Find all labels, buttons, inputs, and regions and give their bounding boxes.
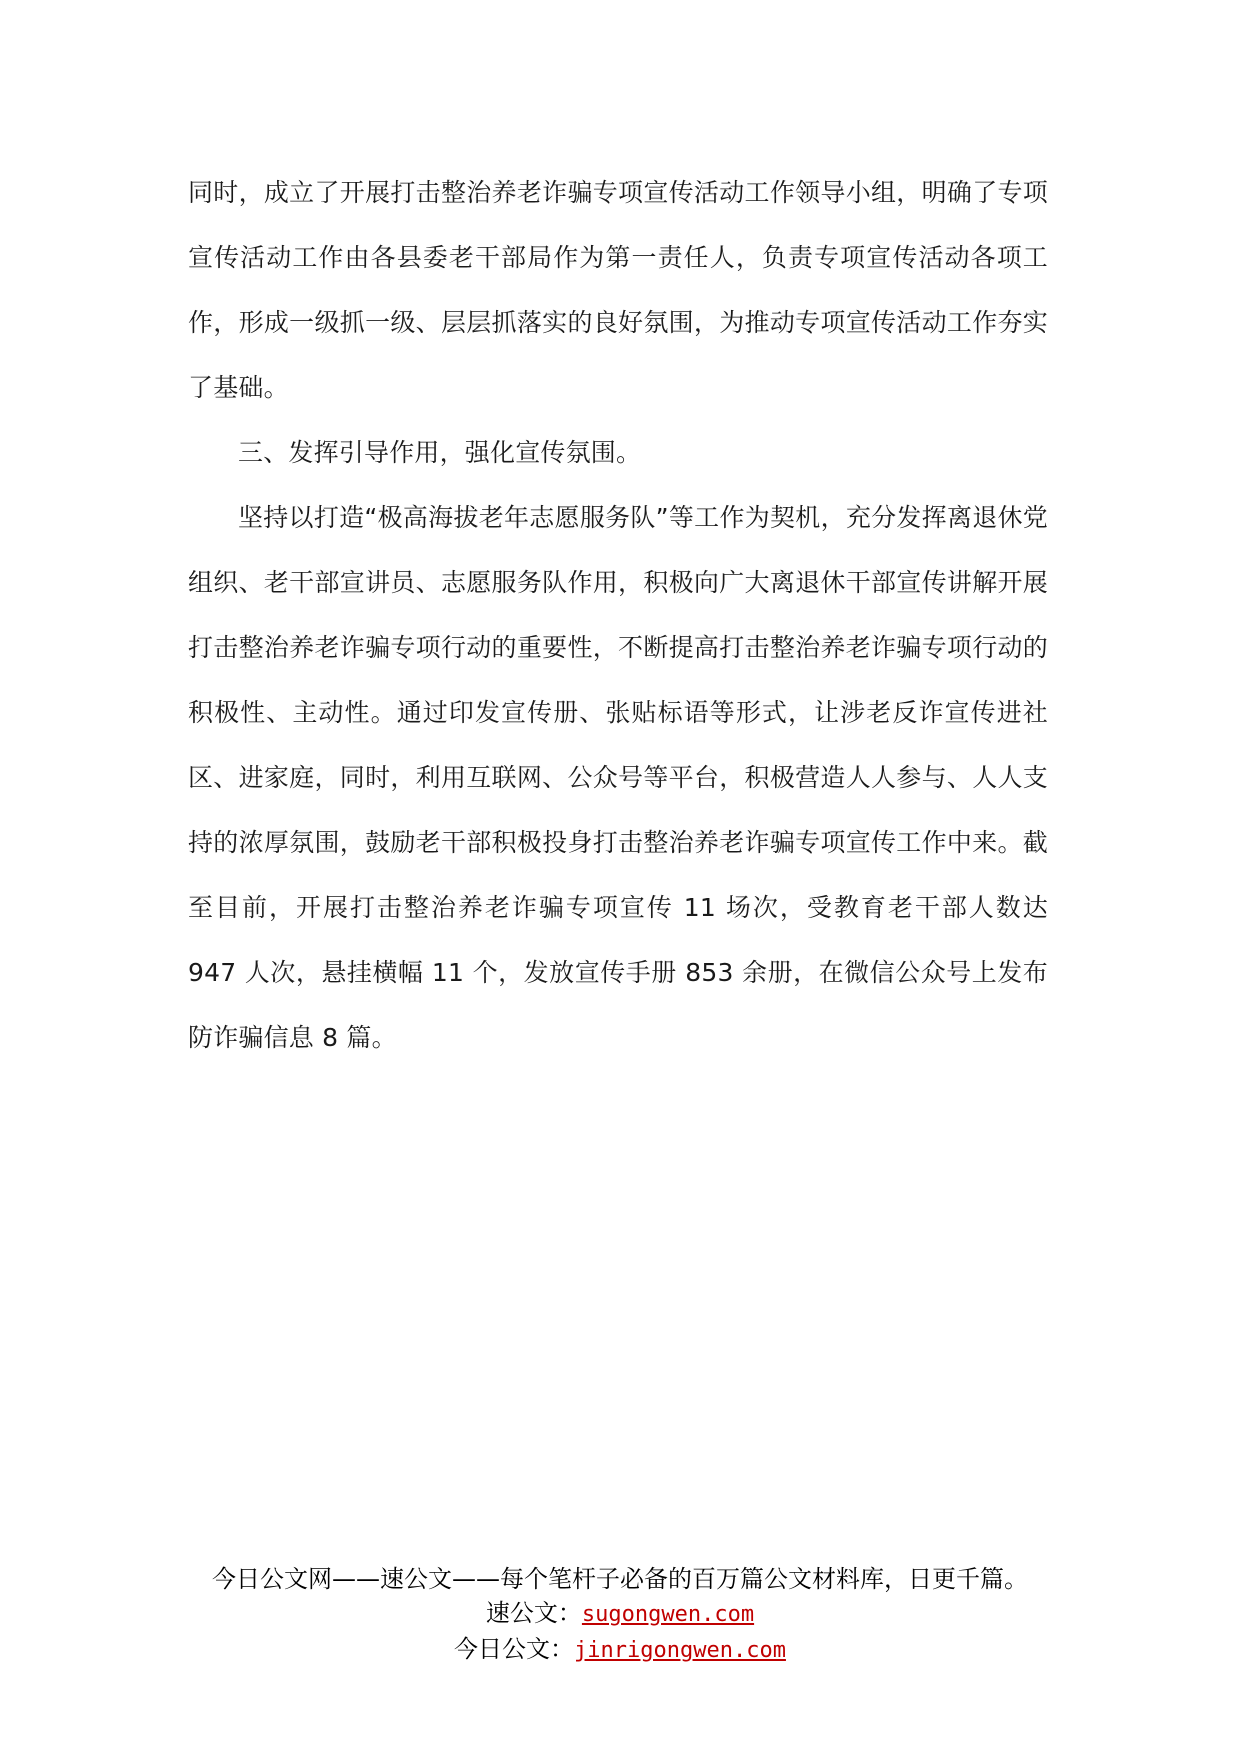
footer-tagline: 今日公文网——速公文——每个笔杆子必备的百万篇公文材料库，日更千篇。	[212, 1565, 1028, 1593]
sugongwen-link[interactable]: sugongwen.com	[581, 1602, 755, 1627]
footer-jinri-line	[0, 1632, 1240, 1668]
footer-jinri-label: 今日公文：	[454, 1635, 575, 1663]
paragraph-leadership-group: 同时，成立了开展打击整治养老诈骗专项宣传活动工作领导小组，明确了专项宣传活动工作由各县委老干部局作为第一责任人，负责专项宣传活动各项工作，形成一级抓一级、层层抓落实的良好氛围，为推动专项宣传活动工作夯实了基础。	[188, 178, 1048, 402]
paragraph-publicity: 坚持以打造“极高海拔老年志愿服务队”等工作为契机，充分发挥离退休党组织、老干部宣讲员、志愿服务队作用，积极向广大离退休干部宣传讲解开展打击整治养老诈骗专项行动的重要性，不断提高打击整治养老诈骗专项行动的积极性、主动性。通过印发宣传册、张贴标语等形式，让涉老反诈宣传进社区、进家庭，同时，利用互联网、公众号等平台，积极营造人人参与、人人支持的浓厚氛围，鼓励老干部积极投身打击整治养老诈骗专项宣传工作中来。截至目前，开展打击整治养老诈骗专项宣传 11 场次，受教育老干部人数达 947 人次，悬挂横幅 11 个，发放宣传手册 853 余册，在微信公众号上发布防诈骗信息 8 篇。	[188, 503, 1048, 1052]
footer-sugongwen-line	[0, 1596, 1240, 1632]
section-heading-three: 三、发挥引导作用，强化宣传氛围。	[238, 438, 642, 467]
footer-ad	[0, 1562, 1240, 1668]
document-body	[188, 160, 1048, 1070]
footer-sugongwen-label: 速公文：	[485, 1599, 582, 1627]
jinrigongwen-link[interactable]: jinrigongwen.com	[574, 1638, 786, 1663]
